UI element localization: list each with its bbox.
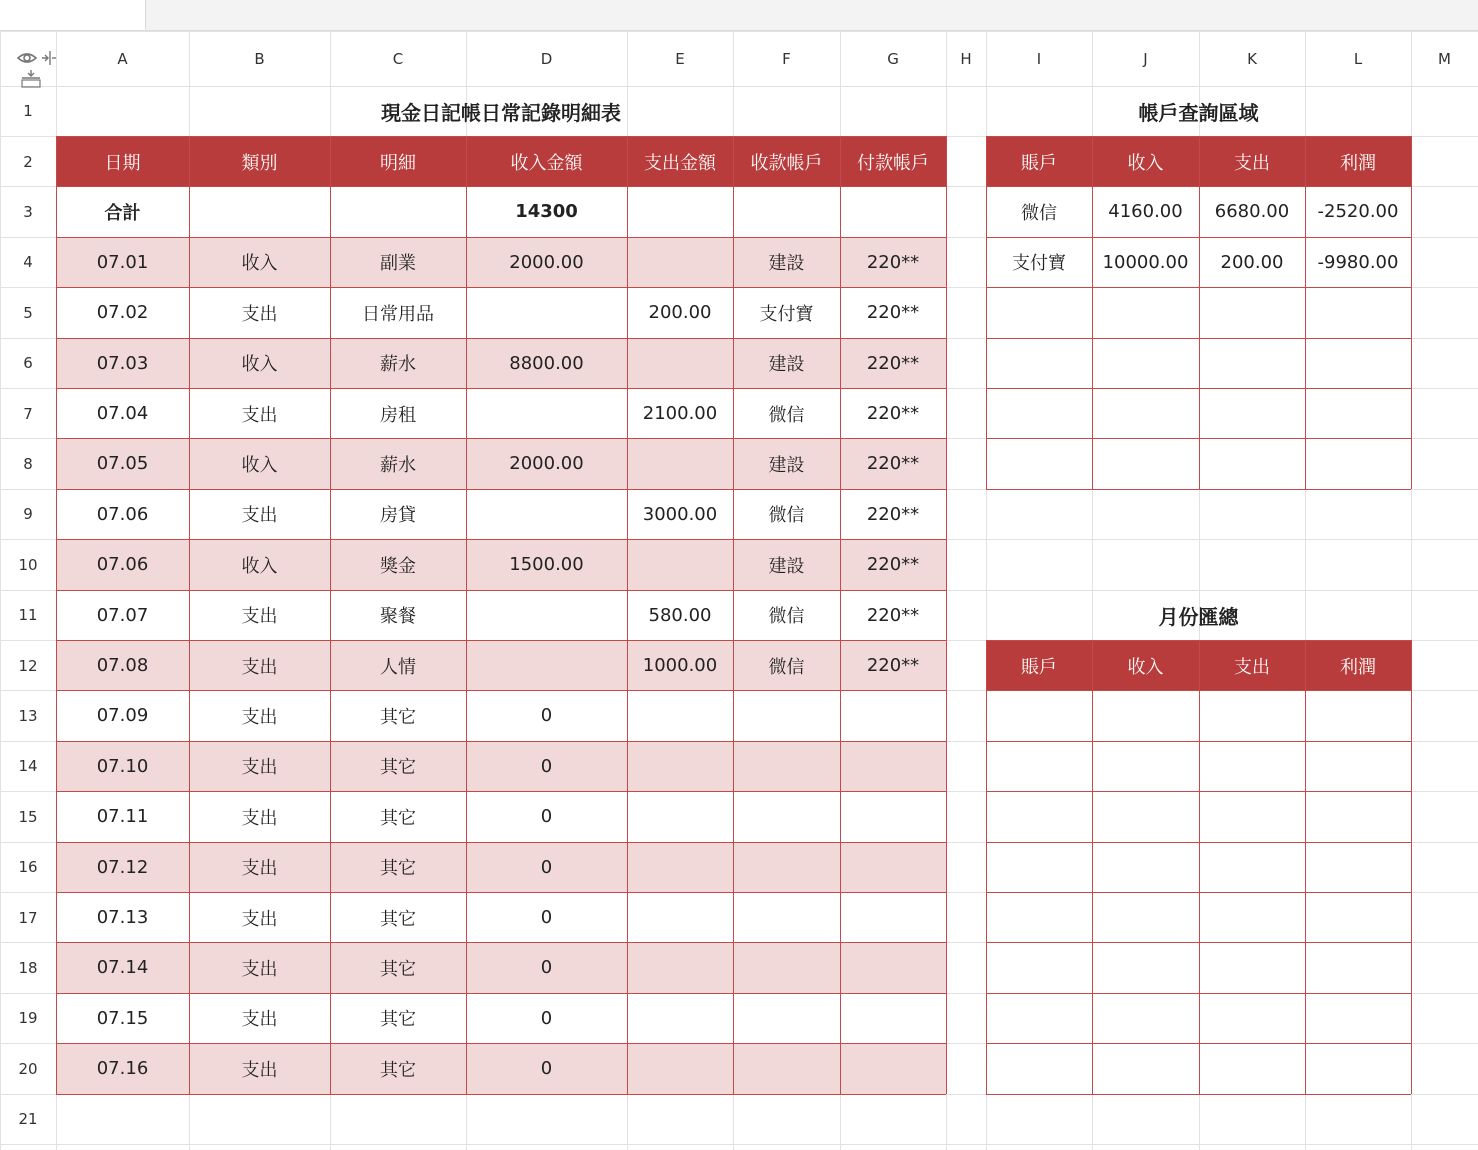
account-query-cell[interactable] bbox=[1305, 388, 1411, 438]
column-header-j[interactable]: J bbox=[1143, 49, 1148, 68]
ledger-cell[interactable]: 支出 bbox=[241, 1009, 278, 1031]
ledger-total-label[interactable]: 合計 bbox=[104, 202, 141, 224]
ledger-cell[interactable]: 獎金 bbox=[330, 540, 466, 590]
ledger-cell[interactable] bbox=[466, 640, 627, 690]
monthly-summary-cell[interactable] bbox=[1305, 842, 1411, 892]
monthly-summary-cell[interactable] bbox=[1092, 1044, 1199, 1094]
row-header-8[interactable]: 8 bbox=[23, 454, 33, 473]
ledger-cell[interactable]: 220** bbox=[840, 540, 946, 590]
ledger-cell[interactable] bbox=[840, 943, 946, 993]
row-header-12[interactable]: 12 bbox=[18, 656, 38, 675]
ledger-header-cell[interactable]: 類別 bbox=[189, 136, 330, 186]
account-query-cell[interactable] bbox=[1092, 439, 1199, 489]
monthly-summary-cell[interactable] bbox=[1092, 842, 1199, 892]
column-header-b[interactable]: B bbox=[254, 49, 265, 68]
ledger-cell[interactable] bbox=[627, 892, 733, 942]
ledger-cell[interactable]: 副業 bbox=[330, 237, 466, 287]
account-query-cell[interactable] bbox=[1092, 288, 1199, 338]
ledger-cell[interactable] bbox=[627, 338, 733, 388]
ledger-header-cell[interactable]: 收入金額 bbox=[466, 136, 627, 186]
monthly-summary-cell[interactable] bbox=[986, 842, 1092, 892]
ledger-cell[interactable]: 0 bbox=[540, 705, 553, 727]
row-header-4[interactable]: 4 bbox=[23, 253, 33, 272]
ledger-cell[interactable] bbox=[840, 842, 946, 892]
ledger-cell[interactable] bbox=[840, 741, 946, 791]
ledger-cell[interactable]: 房貸 bbox=[380, 505, 416, 527]
ledger-border bbox=[56, 1043, 946, 1044]
ledger-cell[interactable]: 其它 bbox=[380, 908, 416, 930]
ledger-cell[interactable] bbox=[733, 691, 840, 741]
ledger-cell[interactable] bbox=[627, 439, 733, 489]
ledger-border bbox=[330, 136, 331, 1094]
row-header-2[interactable]: 2 bbox=[23, 152, 33, 171]
ledger-cell[interactable]: 2000.00 bbox=[466, 237, 627, 287]
ledger-cell[interactable]: 07.08 bbox=[56, 640, 189, 690]
ledger-cell[interactable]: 220** bbox=[866, 302, 920, 324]
account-query-cell[interactable] bbox=[1199, 288, 1305, 338]
monthly-summary-cell[interactable] bbox=[1305, 691, 1411, 741]
ledger-border bbox=[56, 842, 946, 843]
ledger-cell[interactable]: 其它 bbox=[330, 943, 466, 993]
ledger-cell[interactable]: 微信 bbox=[768, 606, 805, 628]
column-header-i[interactable]: I bbox=[1036, 49, 1042, 68]
ledger-border bbox=[56, 237, 946, 238]
account-query-header-cell[interactable]: 賬戶 bbox=[986, 136, 1092, 186]
column-header-l[interactable]: L bbox=[1353, 49, 1363, 68]
ledger-cell[interactable]: 建設 bbox=[733, 540, 840, 590]
ledger-cell[interactable]: 220** bbox=[866, 403, 920, 425]
monthly-summary-cell[interactable] bbox=[1092, 943, 1199, 993]
freeze-columns-icon[interactable] bbox=[42, 51, 56, 65]
ledger-cell[interactable]: 2100.00 bbox=[642, 403, 718, 425]
ledger-header-cell[interactable]: 日期 bbox=[56, 136, 189, 186]
account-query-cell[interactable] bbox=[1092, 338, 1199, 388]
ledger-cell[interactable]: 收入 bbox=[189, 338, 330, 388]
ledger-cell[interactable]: 0 bbox=[466, 741, 627, 791]
ledger-border bbox=[56, 993, 946, 994]
ledger-cell[interactable]: 房租 bbox=[380, 404, 416, 426]
monthly-summary-border bbox=[1092, 640, 1093, 1094]
ledger-cell[interactable]: 微信 bbox=[768, 404, 805, 426]
ledger-cell[interactable] bbox=[627, 237, 733, 287]
ledger-cell[interactable] bbox=[466, 590, 627, 640]
ledger-cell[interactable]: 220** bbox=[866, 604, 920, 626]
account-query-border bbox=[1092, 136, 1093, 489]
ledger-total-cell[interactable] bbox=[330, 187, 466, 237]
ledger-cell[interactable]: 07.10 bbox=[56, 741, 189, 791]
row-header-11[interactable]: 11 bbox=[18, 606, 38, 625]
ledger-cell[interactable] bbox=[733, 943, 840, 993]
account-query-cell[interactable] bbox=[1199, 388, 1305, 438]
ledger-total-income[interactable]: 14300 bbox=[515, 201, 578, 223]
ledger-cell[interactable]: 200.00 bbox=[648, 302, 712, 324]
ledger-cell[interactable]: 其它 bbox=[330, 842, 466, 892]
ledger-cell[interactable]: 07.02 bbox=[96, 302, 149, 324]
ledger-cell[interactable]: 07.13 bbox=[96, 907, 149, 929]
ledger-cell[interactable]: 0 bbox=[540, 1007, 553, 1029]
monthly-summary-cell[interactable] bbox=[986, 943, 1092, 993]
ledger-cell[interactable]: 支出 bbox=[189, 741, 330, 791]
monthly-summary-cell[interactable] bbox=[986, 741, 1092, 791]
ledger-border bbox=[56, 640, 946, 641]
monthly-summary-header-cell[interactable]: 利潤 bbox=[1305, 640, 1411, 690]
ledger-cell[interactable] bbox=[733, 792, 840, 842]
monthly-summary-cell[interactable] bbox=[1305, 892, 1411, 942]
ledger-border bbox=[56, 1094, 946, 1095]
ledger-cell[interactable] bbox=[466, 489, 627, 539]
ledger-cell[interactable]: 8800.00 bbox=[466, 338, 627, 388]
row-header-1[interactable]: 1 bbox=[23, 102, 33, 121]
ledger-cell[interactable] bbox=[840, 691, 946, 741]
ledger-cell[interactable]: 1500.00 bbox=[466, 540, 627, 590]
account-query-cell[interactable] bbox=[1199, 338, 1305, 388]
ledger-border bbox=[56, 136, 946, 137]
column-header-h[interactable]: H bbox=[960, 49, 972, 68]
ledger-cell[interactable]: 07.14 bbox=[56, 943, 189, 993]
ledger-header-cell[interactable]: 支出金額 bbox=[627, 136, 733, 186]
ledger-cell[interactable] bbox=[627, 741, 733, 791]
ledger-cell[interactable]: 支出 bbox=[189, 640, 330, 690]
account-query-cell[interactable] bbox=[986, 388, 1092, 438]
ledger-cell[interactable]: 微信 bbox=[768, 505, 805, 527]
ledger-cell[interactable]: 聚餐 bbox=[380, 606, 416, 628]
ledger-cell[interactable] bbox=[840, 892, 946, 942]
ledger-cell[interactable] bbox=[627, 792, 733, 842]
ledger-cell[interactable]: 07.03 bbox=[56, 338, 189, 388]
ledger-cell[interactable] bbox=[627, 943, 733, 993]
ledger-cell[interactable]: 支出 bbox=[241, 303, 278, 325]
monthly-summary-cell[interactable] bbox=[1199, 993, 1305, 1043]
ledger-cell[interactable]: 其它 bbox=[380, 1009, 416, 1031]
ledger-cell[interactable]: 07.11 bbox=[96, 806, 149, 828]
view-controls[interactable] bbox=[16, 48, 56, 88]
ledger-cell[interactable] bbox=[840, 993, 946, 1043]
monthly-summary-cell[interactable] bbox=[1305, 943, 1411, 993]
account-query-cell[interactable]: 6680.00 bbox=[1214, 201, 1290, 223]
column-header-f[interactable]: F bbox=[782, 49, 791, 68]
row-header-7[interactable]: 7 bbox=[23, 404, 33, 423]
eye-icon[interactable] bbox=[18, 54, 36, 62]
account-query-cell[interactable]: -9980.00 bbox=[1317, 251, 1399, 273]
ledger-border bbox=[56, 338, 946, 339]
ledger-cell[interactable]: 0 bbox=[540, 806, 553, 828]
ledger-cell[interactable] bbox=[627, 1044, 733, 1094]
ledger-cell[interactable]: 收入 bbox=[189, 439, 330, 489]
monthly-summary-cell[interactable] bbox=[1092, 792, 1199, 842]
ledger-cell[interactable]: 薪水 bbox=[330, 338, 466, 388]
ledger-cell[interactable]: 07.12 bbox=[56, 842, 189, 892]
ledger-border bbox=[56, 186, 946, 187]
monthly-summary-cell[interactable] bbox=[986, 691, 1092, 741]
ledger-cell[interactable]: 220** bbox=[840, 640, 946, 690]
ledger-cell[interactable]: 0 bbox=[540, 907, 553, 929]
row-header-17[interactable]: 17 bbox=[18, 908, 38, 927]
monthly-summary-cell[interactable] bbox=[1305, 1044, 1411, 1094]
account-query-header-cell[interactable]: 支出 bbox=[1199, 136, 1305, 186]
ledger-cell[interactable]: 07.09 bbox=[96, 705, 149, 727]
ledger-cell[interactable]: 其它 bbox=[380, 807, 416, 829]
ledger-cell[interactable]: 07.16 bbox=[56, 1044, 189, 1094]
ledger-border bbox=[56, 892, 946, 893]
ledger-cell[interactable] bbox=[840, 1044, 946, 1094]
monthly-summary-cell[interactable] bbox=[1199, 943, 1305, 993]
ledger-cell[interactable]: 人情 bbox=[330, 640, 466, 690]
monthly-summary-cell[interactable] bbox=[986, 1044, 1092, 1094]
ledger-cell[interactable]: 微信 bbox=[733, 640, 840, 690]
monthly-summary-header-cell[interactable]: 收入 bbox=[1092, 640, 1199, 690]
ledger-total-cell[interactable] bbox=[627, 187, 733, 237]
ledger-border bbox=[56, 489, 946, 490]
ledger-cell[interactable]: 其它 bbox=[330, 1044, 466, 1094]
row-header-21[interactable]: 21 bbox=[18, 1110, 38, 1129]
freeze-rows-icon[interactable] bbox=[22, 70, 40, 87]
monthly-summary-cell[interactable] bbox=[1092, 741, 1199, 791]
ledger-cell[interactable]: 薪水 bbox=[330, 439, 466, 489]
monthly-summary-cell[interactable] bbox=[1199, 1044, 1305, 1094]
ledger-cell[interactable]: 收入 bbox=[189, 237, 330, 287]
account-query-cell[interactable] bbox=[1092, 388, 1199, 438]
column-header-g[interactable]: G bbox=[887, 49, 899, 68]
ledger-border bbox=[946, 136, 947, 1094]
ledger-border bbox=[733, 136, 734, 1094]
ledger-border bbox=[840, 136, 841, 1094]
account-query-cell[interactable]: 200.00 bbox=[1220, 251, 1284, 273]
ledger-cell[interactable] bbox=[627, 540, 733, 590]
monthly-summary-cell[interactable] bbox=[1305, 792, 1411, 842]
row-header-15[interactable]: 15 bbox=[18, 807, 38, 826]
ledger-border bbox=[466, 136, 467, 1094]
column-header-c[interactable]: C bbox=[392, 49, 404, 68]
row-header-5[interactable]: 5 bbox=[23, 303, 33, 322]
ledger-cell[interactable]: 日常用品 bbox=[362, 303, 434, 325]
account-query-border bbox=[1411, 136, 1412, 489]
ledger-cell[interactable]: 07.06 bbox=[96, 503, 149, 525]
ledger-cell[interactable]: 支出 bbox=[189, 842, 330, 892]
row-header-16[interactable]: 16 bbox=[18, 858, 38, 877]
ledger-cell[interactable] bbox=[627, 691, 733, 741]
ledger-cell[interactable]: 07.04 bbox=[96, 403, 149, 425]
monthly-summary-cell[interactable] bbox=[1199, 892, 1305, 942]
ledger-cell[interactable]: 支出 bbox=[241, 807, 278, 829]
account-query-border bbox=[986, 136, 987, 489]
ledger-border bbox=[56, 388, 946, 389]
account-query-cell[interactable]: 10000.00 bbox=[1102, 251, 1189, 273]
monthly-summary-border bbox=[1411, 640, 1412, 1094]
ledger-cell[interactable]: 07.15 bbox=[96, 1007, 149, 1029]
ledger-cell[interactable] bbox=[733, 741, 840, 791]
ledger-cell[interactable] bbox=[466, 288, 627, 338]
ledger-cell[interactable]: 建設 bbox=[733, 237, 840, 287]
account-query-cell[interactable] bbox=[1305, 288, 1411, 338]
ledger-cell[interactable] bbox=[733, 842, 840, 892]
ledger-border bbox=[56, 690, 946, 691]
column-header-e[interactable]: E bbox=[675, 49, 685, 68]
row-header-10[interactable]: 10 bbox=[18, 555, 38, 574]
ledger-cell[interactable] bbox=[840, 792, 946, 842]
ledger-cell[interactable]: 0 bbox=[466, 1044, 627, 1094]
ledger-cell[interactable]: 支付寶 bbox=[759, 303, 814, 325]
row-header-20[interactable]: 20 bbox=[18, 1059, 38, 1078]
row-header-18[interactable]: 18 bbox=[18, 958, 38, 977]
ledger-cell[interactable] bbox=[733, 993, 840, 1043]
account-query-border bbox=[1305, 136, 1306, 489]
monthly-summary-border bbox=[1199, 640, 1200, 1094]
account-query-header-cell[interactable]: 收入 bbox=[1092, 136, 1199, 186]
ledger-total-cell[interactable] bbox=[733, 187, 840, 237]
ledger-border bbox=[627, 136, 628, 1094]
ledger-cell[interactable]: 220** bbox=[866, 503, 920, 525]
account-query-cell[interactable] bbox=[1199, 439, 1305, 489]
account-query-cell[interactable] bbox=[986, 439, 1092, 489]
ledger-cell[interactable]: 其它 bbox=[380, 706, 416, 728]
ledger-border bbox=[189, 136, 190, 1094]
monthly-summary-cell[interactable] bbox=[986, 892, 1092, 942]
monthly-summary-cell[interactable] bbox=[1199, 842, 1305, 892]
ledger-border bbox=[56, 791, 946, 792]
ledger-cell[interactable]: 建設 bbox=[733, 338, 840, 388]
monthly-summary-cell[interactable] bbox=[986, 792, 1092, 842]
monthly-summary-border bbox=[986, 640, 987, 1094]
ledger-border bbox=[56, 539, 946, 540]
ledger-cell[interactable] bbox=[627, 842, 733, 892]
ledger-cell[interactable]: 07.05 bbox=[56, 439, 189, 489]
monthly-summary-title: 月份匯總 bbox=[1158, 604, 1239, 629]
ledger-border bbox=[56, 287, 946, 288]
monthly-summary-header-cell[interactable]: 賬戶 bbox=[986, 640, 1092, 690]
monthly-summary-cell[interactable] bbox=[1199, 741, 1305, 791]
ledger-border bbox=[56, 942, 946, 943]
ledger-cell[interactable]: 07.06 bbox=[56, 540, 189, 590]
ledger-cell[interactable]: 220** bbox=[840, 338, 946, 388]
row-header-3[interactable]: 3 bbox=[23, 202, 33, 221]
ledger-cell[interactable]: 支出 bbox=[189, 943, 330, 993]
column-header-a[interactable]: A bbox=[117, 49, 128, 68]
ledger-cell[interactable]: 220** bbox=[840, 439, 946, 489]
ledger-cell[interactable]: 1000.00 bbox=[627, 640, 733, 690]
ledger-cell[interactable]: 收入 bbox=[189, 540, 330, 590]
monthly-summary-cell[interactable] bbox=[1305, 993, 1411, 1043]
account-query-header-cell[interactable]: 利潤 bbox=[1305, 136, 1411, 186]
monthly-summary-cell[interactable] bbox=[1199, 792, 1305, 842]
monthly-summary-cell[interactable] bbox=[986, 993, 1092, 1043]
ledger-cell[interactable]: 支出 bbox=[241, 606, 278, 628]
row-header-14[interactable]: 14 bbox=[18, 757, 38, 776]
ledger-cell[interactable]: 支出 bbox=[189, 1044, 330, 1094]
ledger-header-cell[interactable]: 付款帳戶 bbox=[840, 136, 946, 186]
row-gridline bbox=[0, 1144, 1478, 1145]
ledger-cell[interactable]: 其它 bbox=[330, 741, 466, 791]
column-header-k[interactable]: K bbox=[1247, 49, 1257, 68]
ledger-header-cell[interactable]: 明細 bbox=[330, 136, 466, 186]
account-query-border bbox=[1199, 136, 1200, 489]
row-header-13[interactable]: 13 bbox=[18, 706, 38, 725]
column-header-d[interactable]: D bbox=[540, 49, 553, 68]
account-query-cell[interactable] bbox=[986, 288, 1092, 338]
account-query-cell[interactable]: 微信 bbox=[1021, 202, 1057, 224]
account-query-cell[interactable]: 4160.00 bbox=[1108, 201, 1183, 223]
account-query-cell[interactable]: 支付寶 bbox=[1012, 253, 1066, 275]
ledger-border bbox=[56, 741, 946, 742]
ledger-border bbox=[56, 136, 57, 1094]
ledger-cell[interactable] bbox=[466, 388, 627, 438]
column-header-m[interactable]: M bbox=[1438, 49, 1451, 68]
account-query-cell[interactable] bbox=[986, 338, 1092, 388]
ledger-cell[interactable]: 580.00 bbox=[648, 604, 712, 626]
monthly-summary-cell[interactable] bbox=[1305, 741, 1411, 791]
ledger-cell[interactable]: 0 bbox=[466, 842, 627, 892]
ledger-total-cell[interactable] bbox=[840, 187, 946, 237]
monthly-summary-cell[interactable] bbox=[1092, 892, 1199, 942]
account-query-title: 帳戶查詢區域 bbox=[1138, 100, 1259, 125]
ledger-header-cell[interactable]: 收款帳戶 bbox=[733, 136, 840, 186]
monthly-summary-cell[interactable] bbox=[1092, 691, 1199, 741]
monthly-summary-cell[interactable] bbox=[1199, 691, 1305, 741]
ledger-cell[interactable]: 220** bbox=[840, 237, 946, 287]
monthly-summary-border bbox=[1305, 640, 1306, 1094]
ledger-cell[interactable]: 支出 bbox=[241, 706, 278, 728]
ledger-cell[interactable]: 支出 bbox=[241, 505, 278, 527]
ledger-cell[interactable]: 支出 bbox=[241, 908, 278, 930]
monthly-summary-cell[interactable] bbox=[1092, 993, 1199, 1043]
ledger-cell[interactable]: 0 bbox=[466, 943, 627, 993]
row-header-6[interactable]: 6 bbox=[23, 354, 33, 373]
account-query-cell[interactable] bbox=[1305, 439, 1411, 489]
ledger-border bbox=[56, 590, 946, 591]
account-query-cell[interactable]: -2520.00 bbox=[1317, 201, 1399, 223]
monthly-summary-header-cell[interactable]: 支出 bbox=[1199, 640, 1305, 690]
ledger-title: 現金日記帳日常記錄明細表 bbox=[381, 100, 621, 125]
ledger-total-cell[interactable] bbox=[189, 187, 330, 237]
ledger-cell[interactable] bbox=[627, 993, 733, 1043]
row-header-19[interactable]: 19 bbox=[18, 1009, 38, 1028]
ledger-cell[interactable]: 07.07 bbox=[96, 604, 149, 626]
ledger-cell[interactable]: 建設 bbox=[733, 439, 840, 489]
ledger-cell[interactable] bbox=[733, 892, 840, 942]
ledger-cell[interactable]: 07.01 bbox=[56, 237, 189, 287]
ledger-cell[interactable]: 3000.00 bbox=[642, 503, 718, 525]
ledger-cell[interactable]: 支出 bbox=[241, 404, 278, 426]
ledger-cell[interactable]: 2000.00 bbox=[466, 439, 627, 489]
ledger-cell[interactable] bbox=[733, 1044, 840, 1094]
account-query-cell[interactable] bbox=[1305, 338, 1411, 388]
ledger-border bbox=[56, 438, 946, 439]
row-header-9[interactable]: 9 bbox=[23, 505, 33, 524]
